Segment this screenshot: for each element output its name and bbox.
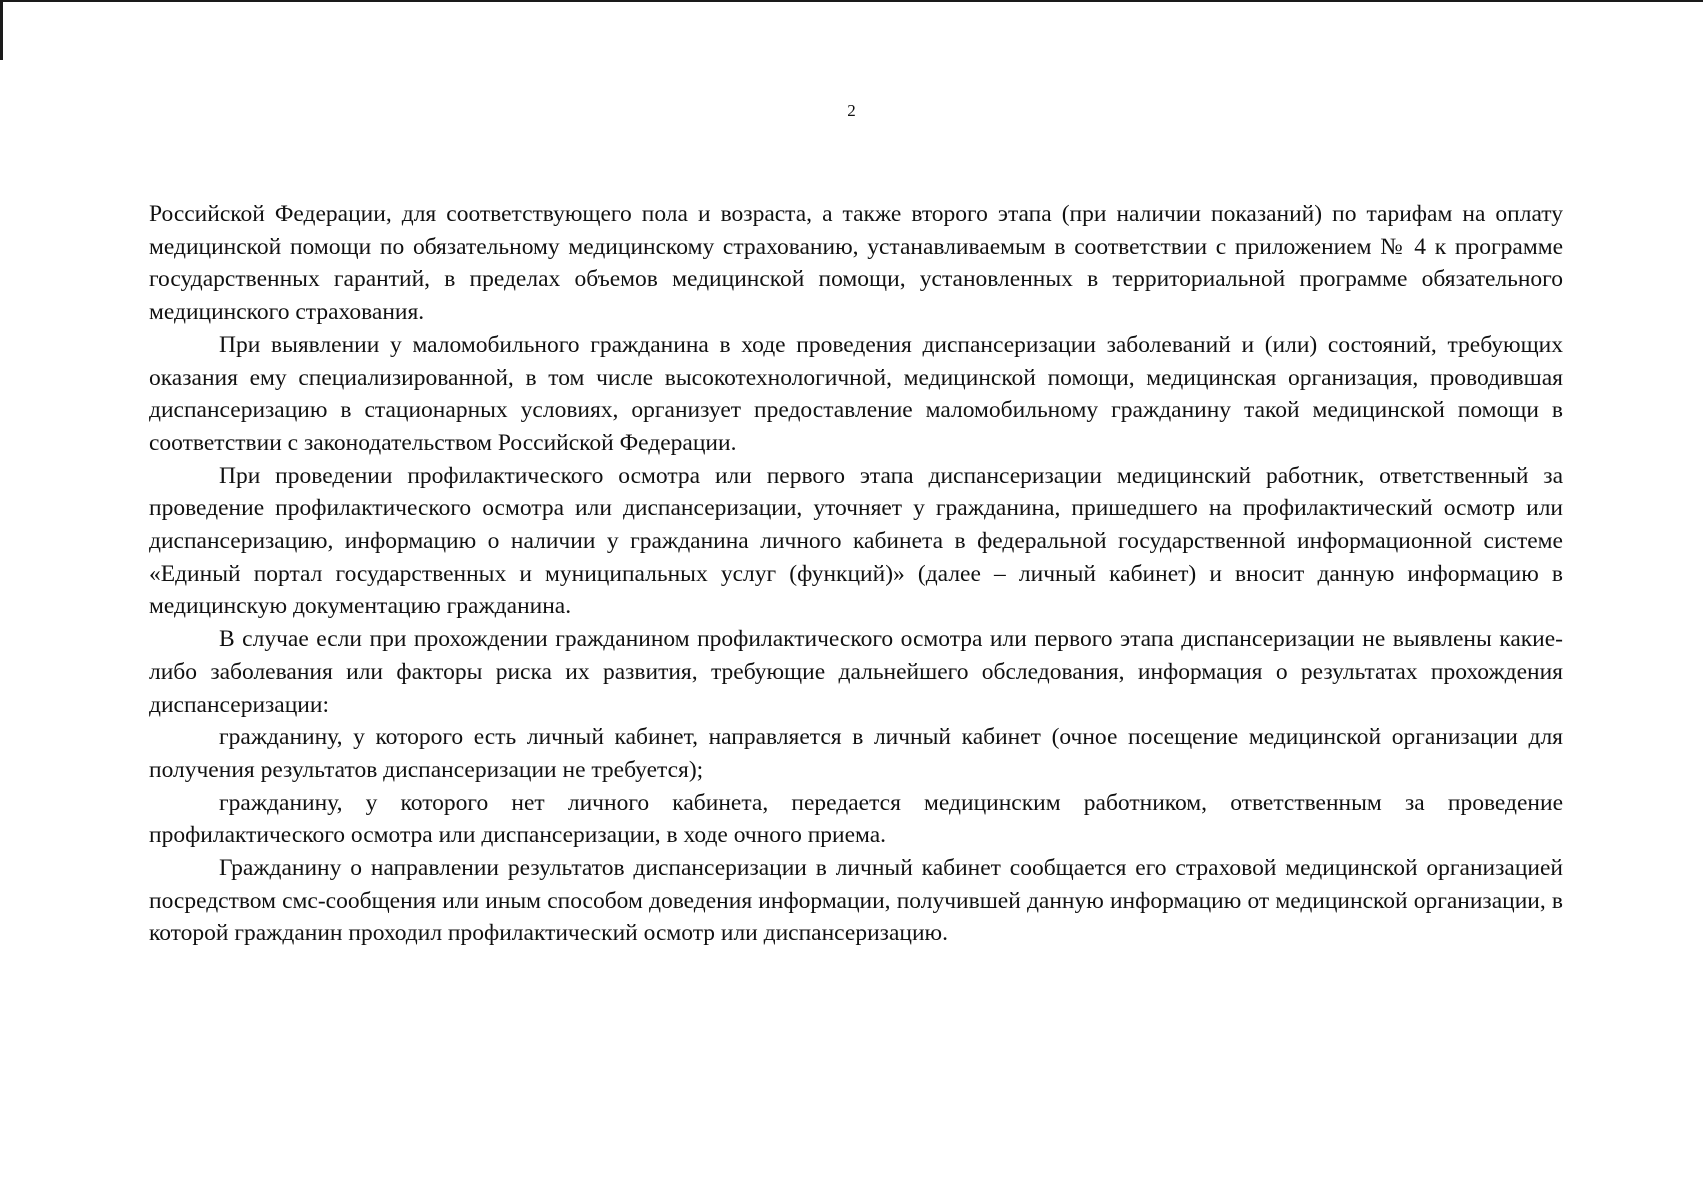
paragraph-low-mobility-care: При выявлении у маломобильного гражданина в ходе проведения диспансеризации заболеваний и (или) состояний, требующих оказания ему специализированной, в том числе высокотехнологичной, медицинской помощи, медицинская организация, проводившая диспансеризацию в стационарных условиях, организует предоставление маломобильному гражданину такой медицинской помощи в соответствии с законодательством Российской Федерации.	[149, 331, 1563, 456]
paragraph-with-account: гражданину, у которого есть личный кабинет, направляется в личный кабинет (очное посещение медицинской организации для получения результатов диспансеризации не требуется);	[149, 724, 1563, 783]
paragraph-without-account: гражданину, у которого нет личного кабинета, передается медицинским работником, ответственным за проведение профилактического осмотра или диспансеризации, в ходе очного приема.	[149, 789, 1563, 849]
scan-edge-top	[0, 0, 1703, 2]
scan-edge-left	[0, 0, 3, 60]
document-body	[149, 198, 1563, 950]
paragraph-personal-account-check: При проведении профилактического осмотра или первого этапа диспансеризации медицинский работник, ответственный за проведение профилактического осмотра или диспансеризации, уточняет у гражданина, пришедшего на профилактический осмотр или диспансеризацию, информацию о наличии у гражданина личного кабинета в федеральной государственной информационной системе «Единый портал государственных и муниципальных услуг (функций)» (далее – личный кабинет) и вносит данную информацию в медицинскую документацию гражданина.	[149, 462, 1563, 620]
page-number: 2	[847, 101, 856, 120]
paragraph-notification: Гражданину о направлении результатов диспансеризации в личный кабинет сообщается его страховой медицинской организацией посредством смс-сообщения или иным способом доведения информации, получившей данную информацию от медицинской организации, в которой гражданин проходил профилактический осмотр или диспансеризацию.	[149, 855, 1563, 947]
paragraph-continuation: Российской Федерации, для соответствующего пола и возраста, а также второго этапа (при наличии показаний) по тарифам на оплату медицинской помощи по обязательному медицинскому страхованию, устанавливаемым в соответствии с приложением № 4 к программе государственных гарантий, в пределах объемов медицинской помощи, установленных в территориальной программе обязательного медицинского страхования.	[149, 201, 1563, 326]
paragraph-results-info: В случае если при прохождении гражданином профилактического осмотра или первого этапа диспансеризации не выявлены какие-либо заболевания или факторы риска их развития, требующие дальнейшего обследования, информация о результатах прохождения диспансеризации:	[149, 626, 1563, 718]
